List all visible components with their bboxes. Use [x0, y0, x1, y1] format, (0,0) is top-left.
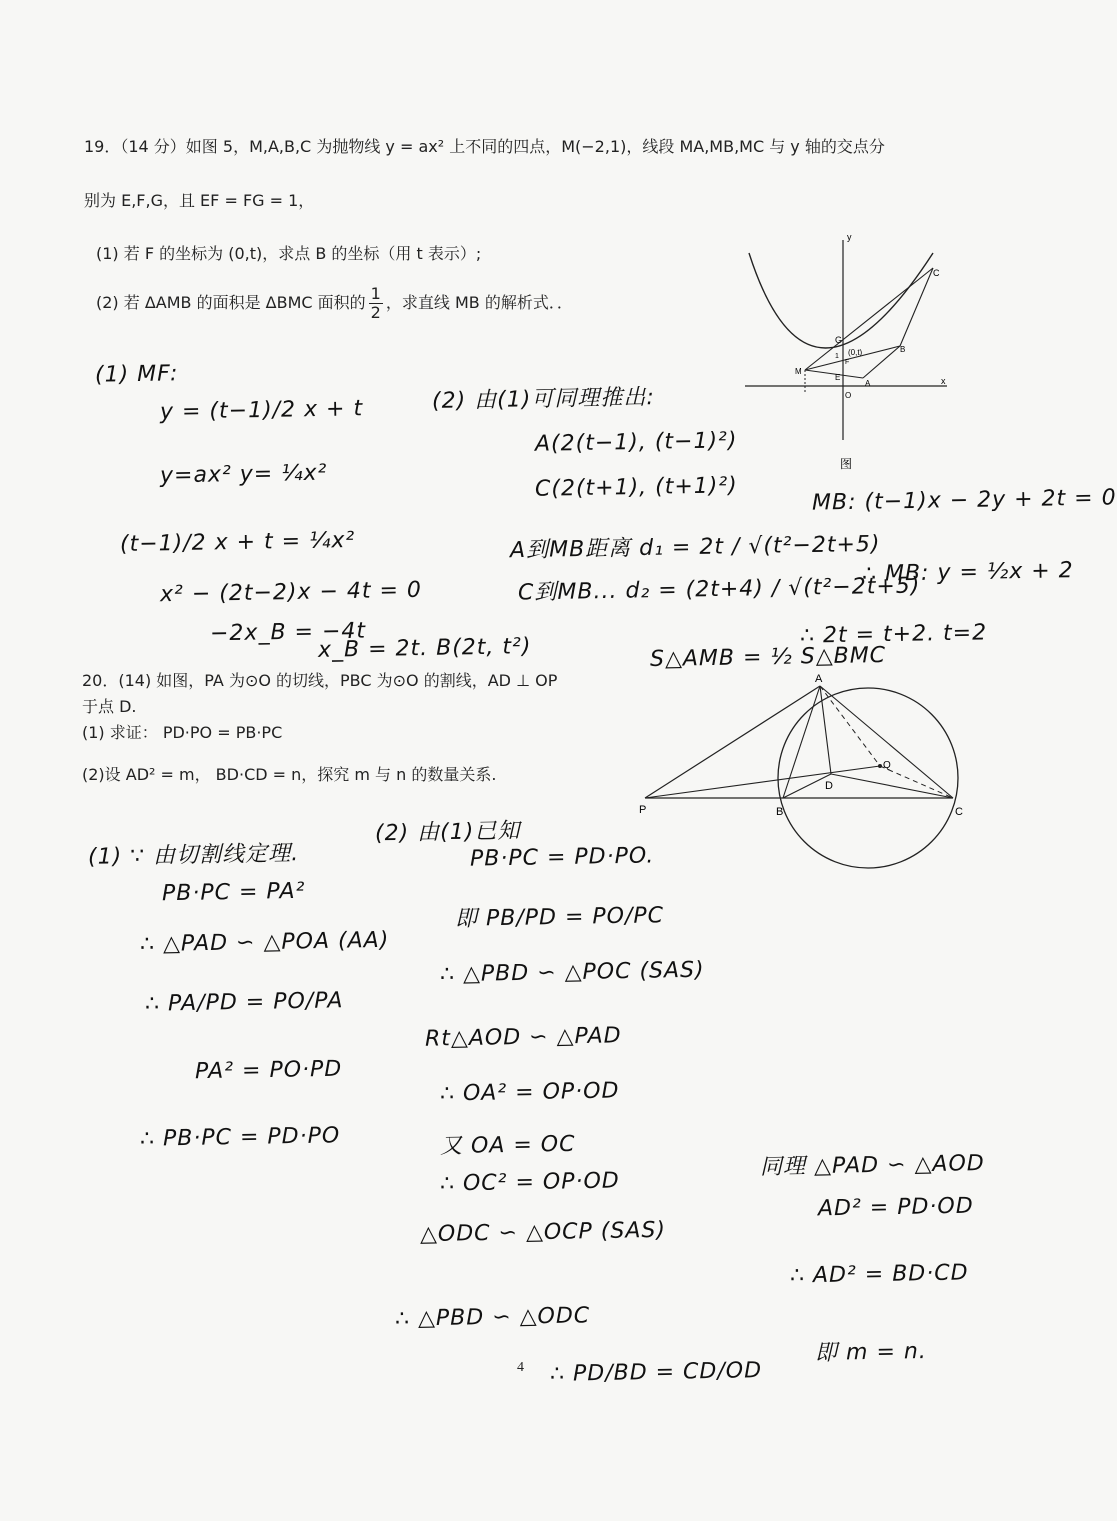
hw-20-l-5: ∴ PB·PC = PD·PO	[139, 1123, 341, 1152]
hw-20-m-8: △ODC ∽ △OCP (SAS)	[419, 1217, 667, 1248]
label-a: A	[865, 379, 871, 388]
label-c: C	[955, 806, 963, 818]
segment-ma	[805, 370, 863, 378]
label-ft: (0,t)	[848, 348, 863, 357]
hw-20-r-0: 同理 △PAD ∽ △AOD	[759, 1151, 985, 1180]
hw-20-r-3: 即 m = n.	[814, 1339, 928, 1366]
label-m: M	[795, 367, 802, 376]
hw-20-l-4: PA² = PO·PD	[194, 1056, 343, 1085]
hw-19-r-8: ∴ MB: y = ½x + 2	[861, 558, 1074, 587]
label-d: D	[825, 780, 833, 792]
center-o	[878, 764, 882, 768]
hw-19-r-3: A到MB距离 d₁ = 2t / √(t²−2t+5)	[509, 531, 881, 564]
q19-fraction	[369, 285, 383, 322]
hw-19-r-1: A(2(t−1), (t−1)²)	[534, 428, 738, 457]
page-number: 4	[517, 1360, 524, 1375]
q19-line-1: 19．（14 分）如图 5，M,A,B,C 为抛物线 y = ax² 上不同的四点，M(−2,1)，线段 MA,MB,MC 与 y 轴的交点分	[84, 137, 885, 156]
q20-part-2: (2)设 AD² = m， BD·CD = n，探究 m 与 n 的数量关系.	[82, 765, 497, 784]
q19-part-2	[96, 285, 573, 322]
label-b: B	[776, 806, 784, 818]
label-q: Q	[883, 760, 891, 771]
segment-bc	[900, 268, 933, 346]
hw-19-r-6: ∴ 2t = t+2. t=2	[799, 620, 988, 649]
label-p: P	[639, 804, 647, 816]
hw-20-r-2: ∴ AD² = BD·CD	[789, 1260, 969, 1289]
q20-line-1: 20．(14) 如图，PA 为⊙O 的切线，PBC 为⊙O 的割线，AD ⊥ OP	[82, 671, 558, 690]
hw-19-r-0: (2) 由(1)可同理推出:	[431, 385, 655, 414]
hw-20-l-1: PB·PC = PA²	[161, 878, 306, 907]
parabola-figure	[735, 228, 960, 473]
hw-19-l-0: (1) MF:	[94, 361, 179, 388]
hw-19-l-5: −2x_B = −4t	[209, 618, 367, 647]
hw-19-r-4: C到MB... d₂ = (2t+4) / √(t²−2t+5)	[517, 573, 921, 606]
hw-20-m-10: ∴ PD/BD = CD/OD	[549, 1358, 763, 1387]
hw-19-r-5: S△AMB = ½ S△BMC	[649, 642, 887, 673]
label-g: G	[835, 335, 843, 345]
circle-figure	[635, 668, 980, 868]
hw-20-m-2: 即 PB/PD = PO/PC	[454, 903, 665, 932]
figure-caption: 图	[840, 457, 853, 471]
label-c: C	[933, 268, 940, 278]
tangent-pa	[645, 686, 820, 798]
hw-19-l-1: y = (t−1)/2 x + t	[159, 396, 364, 425]
hw-19-l-6: x_B = 2t. B(2t, t²)	[317, 634, 532, 663]
line-po	[645, 766, 880, 798]
hw-19-l-3: (t−1)/2 x + t = ¼x²	[119, 527, 356, 558]
hw-20-m-1: PB·PC = PD·PO.	[469, 843, 655, 872]
fraction-denominator: 2	[370, 303, 381, 322]
hw-20-l-3: ∴ PA/PD = PO/PA	[144, 988, 344, 1017]
q19-part-2-suffix: ，求直线 MB 的解析式．．	[385, 293, 573, 312]
q19-part-2-prefix: (2) 若 ΔAMB 的面积是 ΔBMC 面积的	[96, 293, 366, 312]
segment-ab	[783, 686, 820, 798]
hw-20-l-2: ∴ △PAD ∽ △POA (AA)	[139, 927, 390, 958]
hw-20-m-3: ∴ △PBD ∽ △POC (SAS)	[439, 957, 705, 988]
label-f: F	[845, 359, 850, 366]
q19-part-1: (1) 若 F 的坐标为 (0,t)，求点 B 的坐标（用 t 表示）;	[96, 244, 482, 263]
label-one: 1	[835, 353, 839, 360]
q20-line-2: 于点 D.	[82, 697, 137, 716]
segment-ac	[820, 686, 953, 798]
hw-20-m-6: 又 OA = OC	[439, 1131, 576, 1160]
hw-20-m-5: ∴ OA² = OP·OD	[439, 1078, 620, 1107]
hw-19-l-4: x² − (2t−2)x − 4t = 0	[159, 577, 423, 608]
hw-20-r-1: AD² = PD·OD	[817, 1193, 974, 1222]
circle-o	[778, 688, 958, 868]
label-a: A	[815, 673, 823, 685]
hw-20-m-7: ∴ OC² = OP·OD	[439, 1168, 620, 1197]
segment-mc	[805, 268, 933, 370]
label-o: O	[845, 391, 852, 400]
hw-19-l-2: y=ax² y= ¼x²	[159, 460, 328, 489]
label-e: E	[835, 373, 841, 382]
fraction-numerator: 1	[370, 284, 381, 303]
dashed-oc	[880, 766, 953, 798]
label-x: x	[941, 376, 946, 386]
hw-19-r-2: C(2(t+1), (t+1)²)	[534, 473, 738, 502]
q19-line-2: 别为 E,F,G，且 EF = FG = 1，	[84, 191, 315, 210]
hw-20-m-0: (2) 由(1)已知	[374, 818, 521, 847]
label-b: B	[900, 345, 906, 354]
hw-19-r-7: MB: (t−1)x − 2y + 2t = 0	[811, 485, 1117, 516]
segment-dc	[831, 774, 953, 798]
hw-20-m-9: ∴ △PBD ∽ △ODC	[394, 1303, 591, 1332]
label-y: y	[847, 232, 852, 242]
q20-part-1: (1) 求证： PD·PO = PB·PC	[82, 723, 283, 742]
hw-20-m-4: Rt△AOD ∽ △PAD	[424, 1023, 622, 1052]
hw-20-l-0: (1) ∵ 由切割线定理.	[87, 841, 300, 870]
